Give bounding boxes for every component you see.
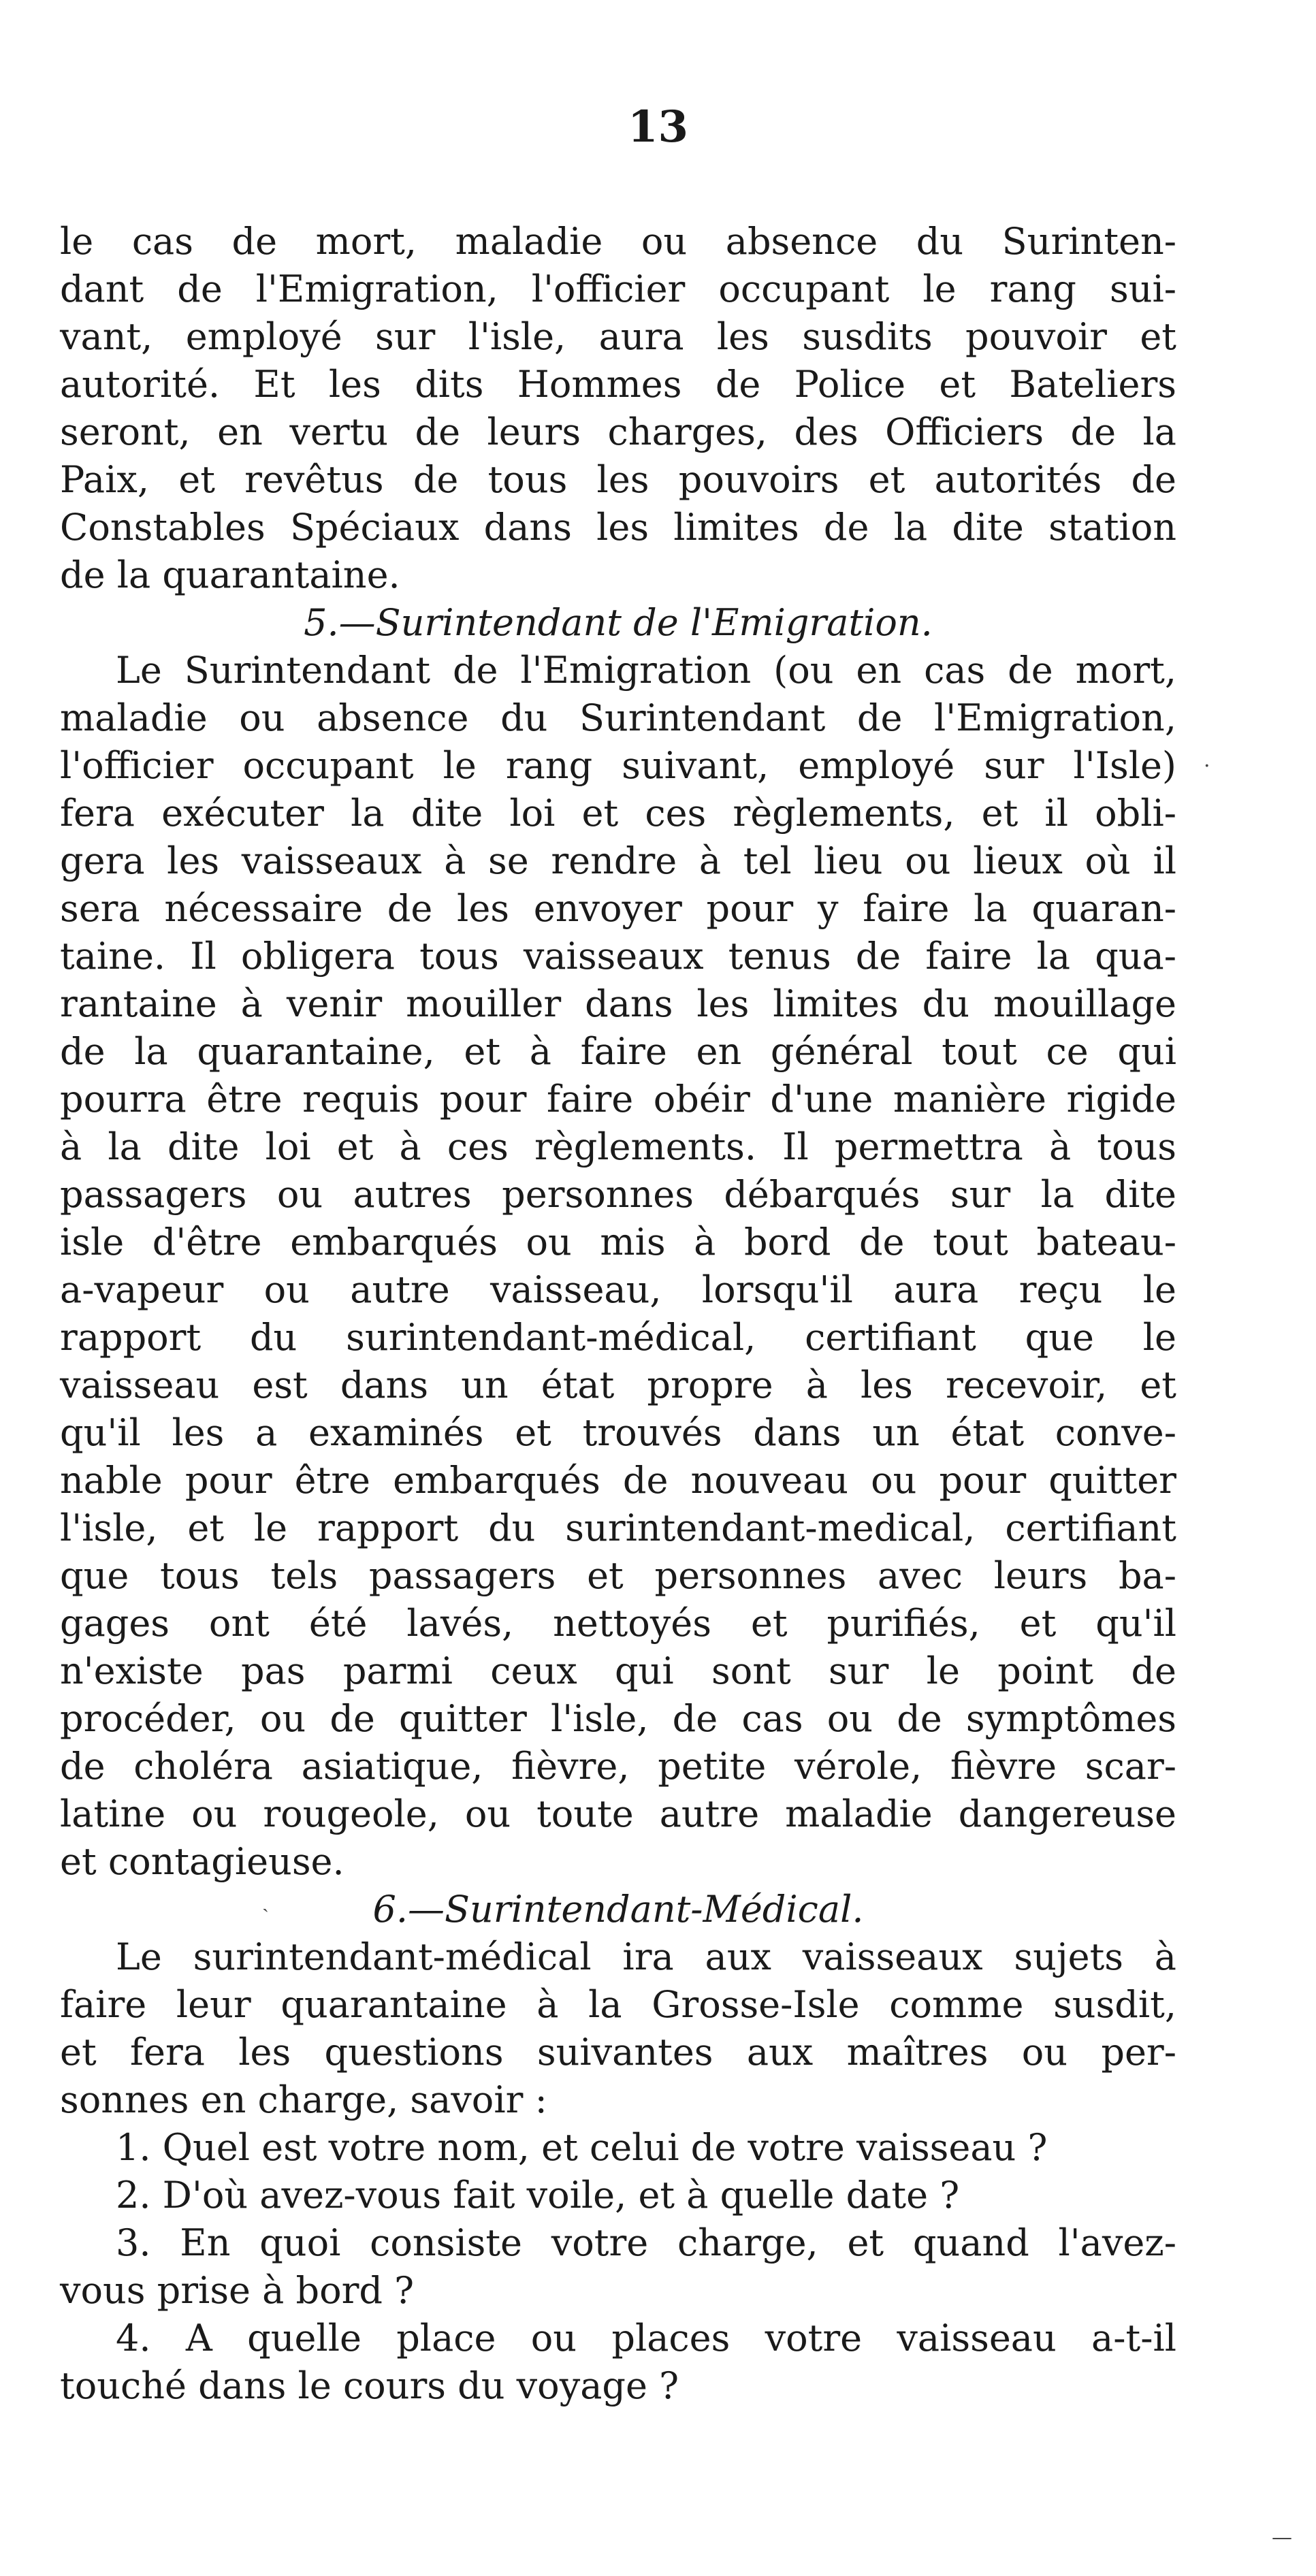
section-heading: 6.—Surintendant-Médical. bbox=[372, 1888, 864, 1931]
question-item: 1. Quel est votre nom, et celui de votre vaisseau ? bbox=[116, 2126, 1048, 2169]
text-line: maladie ou absence du Surintendant de l'Emigration, bbox=[60, 696, 1176, 739]
paragraph-first-line: Le surintendant-médical ira aux vaisseaux sujets à bbox=[116, 1935, 1176, 1978]
stray-ink-mark: — bbox=[1272, 2526, 1292, 2549]
page-number: 13 bbox=[627, 101, 689, 152]
text-line: faire leur quarantaine à la Grosse-Isle comme susdit, bbox=[60, 1983, 1176, 2026]
text-line: latine ou rougeole, ou toute autre maladie dangereuse bbox=[60, 1792, 1176, 1835]
question-item: 3. En quoi consiste votre charge, et quand l'avez- bbox=[116, 2221, 1176, 2264]
stray-ink-mark: ˏ bbox=[262, 1889, 269, 1913]
text-line: Paix, et revêtus de tous les pouvoirs et autorités de bbox=[60, 458, 1176, 501]
text-line: a-vapeur ou autre vaisseau, lorsqu'il aura reçu le bbox=[60, 1268, 1176, 1311]
text-line: n'existe pas parmi ceux qui sont sur le point de bbox=[60, 1649, 1176, 1692]
text-line: taine. Il obligera tous vaisseaux tenus de faire la qua- bbox=[60, 935, 1176, 978]
paragraph-last-line: touché dans le cours du voyage ? bbox=[60, 2364, 679, 2407]
question-item: 2. D'où avez-vous fait voile, et à quelle date ? bbox=[116, 2174, 960, 2217]
text-line: fera exécuter la dite loi et ces règlements, et il obli- bbox=[60, 792, 1176, 835]
text-line: isle d'être embarqués ou mis à bord de tout bateau- bbox=[60, 1221, 1176, 1263]
text-line: et fera les questions suivantes aux maîtres ou per- bbox=[60, 2031, 1176, 2074]
text-line: rantaine à venir mouiller dans les limites du mouillage bbox=[60, 982, 1176, 1025]
question-item: 4. A quelle place ou places votre vaisseau a-t-il bbox=[116, 2317, 1176, 2360]
text-line: le cas de mort, maladie ou absence du Surinten- bbox=[60, 220, 1176, 263]
paragraph-first-line: Le Surintendant de l'Emigration (ou en cas de mort, bbox=[116, 649, 1176, 692]
text-line: procéder, ou de quitter l'isle, de cas ou de symptômes bbox=[60, 1697, 1176, 1740]
paragraph-last-line: vous prise à bord ? bbox=[60, 2269, 415, 2312]
text-line: Constables Spéciaux dans les limites de la dite station bbox=[60, 506, 1176, 549]
text-line: l'officier occupant le rang suivant, employé sur l'Isle) bbox=[60, 744, 1176, 787]
text-line: rapport du surintendant-médical, certifiant que le bbox=[60, 1316, 1176, 1359]
text-line: dant de l'Emigration, l'officier occupant le rang sui- bbox=[60, 268, 1176, 310]
text-line: nable pour être embarqués de nouveau ou pour quitter bbox=[60, 1459, 1176, 1502]
text-line: vaisseau est dans un état propre à les recevoir, et bbox=[60, 1364, 1176, 1406]
stray-ink-mark: · bbox=[1204, 754, 1210, 778]
text-line: de choléra asiatique, fièvre, petite vérole, fièvre scar- bbox=[60, 1745, 1176, 1788]
text-line: qu'il les a examinés et trouvés dans un état conve- bbox=[60, 1411, 1176, 1454]
section-heading: 5.—Surintendant de l'Emigration. bbox=[304, 601, 933, 644]
paragraph-last-line: de la quarantaine. bbox=[60, 553, 400, 596]
text-line: gera les vaisseaux à se rendre à tel lieu ou lieux où il bbox=[60, 839, 1176, 882]
text-line: vant, employé sur l'isle, aura les susdits pouvoir et bbox=[60, 315, 1176, 358]
text-line: autorité. Et les dits Hommes de Police et Bateliers bbox=[60, 363, 1176, 406]
paragraph-last-line: sonnes en charge, savoir : bbox=[60, 2078, 547, 2121]
paragraph-last-line: et contagieuse. bbox=[60, 1840, 344, 1883]
body-text bbox=[60, 218, 1176, 2410]
text-line: que tous tels passagers et personnes avec leurs ba- bbox=[60, 1554, 1176, 1597]
text-line: passagers ou autres personnes débarqués sur la dite bbox=[60, 1173, 1176, 1216]
text-line: l'isle, et le rapport du surintendant-medical, certifiant bbox=[60, 1507, 1176, 1549]
text-line: gages ont été lavés, nettoyés et purifiés, et qu'il bbox=[60, 1602, 1176, 1645]
text-line: pourra être requis pour faire obéir d'une manière rigide bbox=[60, 1078, 1176, 1121]
text-line: sera nécessaire de les envoyer pour y faire la quaran- bbox=[60, 887, 1176, 930]
text-line: seront, en vertu de leurs charges, des Officiers de la bbox=[60, 410, 1176, 453]
text-line: à la dite loi et à ces règlements. Il permettra à tous bbox=[60, 1125, 1176, 1168]
text-line: de la quarantaine, et à faire en général tout ce qui bbox=[60, 1030, 1176, 1073]
